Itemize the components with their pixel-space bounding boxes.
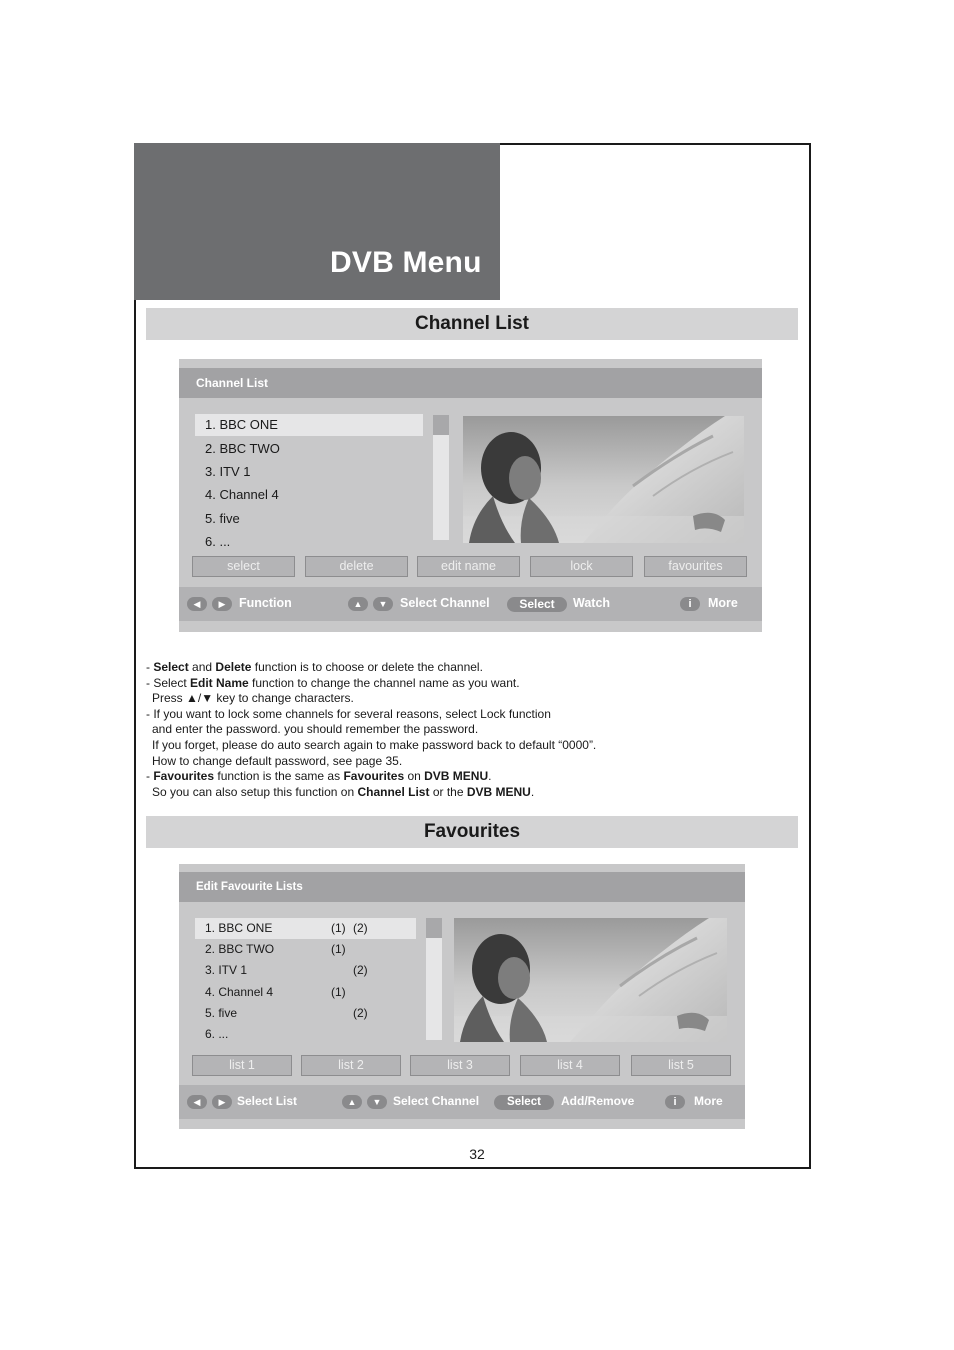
note-line: and enter the password. you should remember the password. — [152, 722, 479, 737]
channel-name: 1. BBC ONE — [205, 417, 278, 432]
down-arrow-icon: ▼ — [373, 597, 393, 611]
channel-row[interactable] — [195, 531, 423, 553]
more-label: More — [708, 596, 738, 610]
page-number: 32 — [469, 1146, 485, 1162]
note-line: If you forget, please do auto search again to make password back to default “0000”. — [152, 737, 597, 752]
select-key-badge: Select — [507, 597, 567, 612]
note-line: - Favourites function is the same as Favourites on DVB MENU. — [146, 769, 492, 784]
channel-name: 5. five — [205, 511, 240, 526]
fav-list-1-flag: (1) — [331, 942, 346, 956]
left-arrow-icon: ◀ — [187, 597, 207, 611]
fav-list-1-flag: (1) — [331, 985, 346, 999]
add-remove-label: Add/Remove — [561, 1094, 635, 1108]
channel-name: 6. ... — [205, 534, 231, 549]
channel-row[interactable] — [195, 960, 416, 981]
channel-row[interactable] — [195, 1003, 416, 1024]
select-key-badge: Select — [494, 1095, 554, 1110]
help-bar — [179, 587, 762, 621]
list-5-button[interactable]: list 5 — [631, 1055, 731, 1076]
scrollbar-thumb[interactable] — [426, 918, 442, 938]
channel-row[interactable] — [195, 438, 423, 460]
note-line: - Select and Delete function is to choose or delete the channel. — [146, 660, 483, 674]
fav-list-2-flag: (2) — [353, 1006, 368, 1020]
note-line: - Select Edit Name function to change the channel name as you want. — [146, 675, 520, 690]
info-icon: i — [680, 597, 700, 611]
note-line: How to change default password, see page 35. — [152, 753, 403, 768]
channel-preview-image — [463, 416, 744, 543]
list-1-button[interactable]: list 1 — [192, 1055, 292, 1076]
favourites-screen — [179, 864, 745, 1129]
right-arrow-icon: ▶ — [212, 1095, 232, 1109]
channel-name: 3. ITV 1 — [205, 464, 251, 479]
info-icon: i — [665, 1095, 685, 1109]
channel-name: 4. Channel 4 — [205, 487, 279, 502]
edit-name-button[interactable]: edit name — [417, 556, 520, 577]
note-line: - If you want to lock some channels for several reasons, select Lock function — [146, 706, 551, 721]
fav-list-1-flag: (1) — [331, 921, 346, 935]
help-bar — [179, 1085, 745, 1119]
favourites-scrollbar[interactable] — [426, 918, 442, 1040]
channel-name: 2. BBC TWO — [205, 441, 280, 456]
channel-name: 6. ... — [205, 1027, 229, 1041]
list-2-button[interactable]: list 2 — [301, 1055, 401, 1076]
channel-name: 3. ITV 1 — [205, 963, 248, 977]
channel-name: 4. Channel 4 — [205, 985, 274, 999]
channel-row[interactable] — [195, 484, 423, 506]
lock-button[interactable]: lock — [530, 556, 633, 577]
channel-row[interactable] — [195, 939, 416, 960]
scrollbar-thumb[interactable] — [433, 415, 449, 435]
note-line: Press ▲/▼ key to change characters. — [152, 691, 354, 706]
favourites-button[interactable]: favourites — [644, 556, 747, 577]
delete-button[interactable]: delete — [305, 556, 408, 577]
left-arrow-icon: ◀ — [187, 1095, 207, 1109]
channel-name: 2. BBC TWO — [205, 942, 275, 956]
section-heading-favourites: Favourites — [146, 816, 798, 848]
channel-name: 1. BBC ONE — [205, 921, 273, 935]
section-heading-channel-list: Channel List — [146, 308, 798, 340]
fav-list-2-flag: (2) — [353, 963, 368, 977]
channel-row[interactable] — [195, 918, 416, 939]
preview-photo-icon — [463, 416, 744, 543]
favourite-channel-list — [195, 918, 416, 1048]
more-label: More — [694, 1094, 723, 1108]
select-button[interactable]: select — [192, 556, 295, 577]
channel-row[interactable] — [195, 461, 423, 483]
right-arrow-icon: ▶ — [212, 597, 232, 611]
instruction-notes — [146, 660, 596, 800]
channel-scrollbar[interactable] — [433, 415, 449, 540]
up-arrow-icon: ▲ — [348, 597, 368, 611]
preview-photo-icon — [454, 918, 727, 1042]
screen-header: Edit Favourite Lists — [179, 872, 745, 902]
favourites-preview-image — [454, 918, 727, 1042]
channel-row[interactable] — [195, 414, 423, 436]
page-title: DVB Menu — [330, 246, 482, 279]
select-channel-label: Select Channel — [393, 1094, 480, 1108]
list-3-button[interactable]: list 3 — [410, 1055, 510, 1076]
select-channel-label: Select Channel — [400, 596, 490, 610]
channel-row[interactable] — [195, 1024, 416, 1045]
watch-label: Watch — [573, 596, 611, 610]
screen-header: Channel List — [179, 368, 762, 398]
down-arrow-icon: ▼ — [367, 1095, 387, 1109]
select-list-label: Select List — [237, 1094, 298, 1108]
list-4-button[interactable]: list 4 — [520, 1055, 620, 1076]
note-line: So you can also setup this function on Channel List or the DVB MENU. — [152, 784, 535, 799]
channel-row[interactable] — [195, 508, 423, 530]
up-arrow-icon: ▲ — [342, 1095, 362, 1109]
channel-list-screen — [179, 359, 762, 632]
fav-list-2-flag: (2) — [353, 921, 368, 935]
channel-list — [195, 414, 423, 554]
channel-name: 5. five — [205, 1006, 238, 1020]
function-label: Function — [239, 596, 292, 610]
channel-row[interactable] — [195, 982, 416, 1003]
